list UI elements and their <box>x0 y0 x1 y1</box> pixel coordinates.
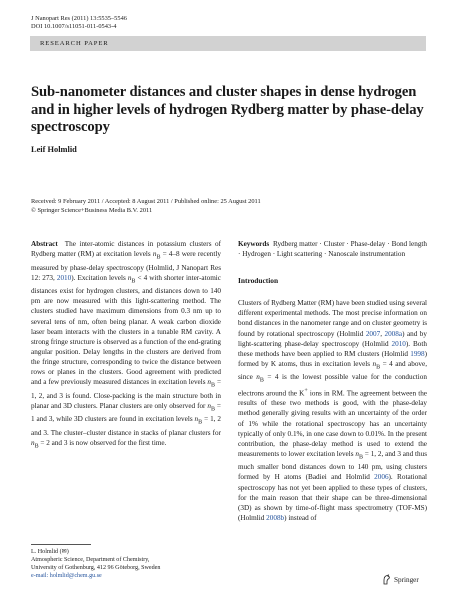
intro-text: ). Rotational spectroscopy has not yet been applied to these types of clusters, for the main reason that their shape can be three-dimensional (3D) as shown by time-of-flight mass spectrometry (TOF-MS) (Holmlid <box>238 473 428 522</box>
abstract-text: = 1 and 3, while 3D clusters are found in excitation levels <box>31 401 221 424</box>
publisher-name: Springer <box>394 575 419 584</box>
section-label-bar <box>30 36 426 51</box>
abstract-text: = 1, 2, and 3 is found. Close-packing is the main structure both in planar and 3D clusters. Planar clusters are only observed for <box>31 378 221 410</box>
introduction-heading: Introduction <box>238 276 279 286</box>
nb-subscript: B <box>210 406 215 413</box>
intro-text: ions in RM. The agreement between the results of these two methods is good, with the phase-delay method generally giving results with an uncertainty of the order of 1% while the rotational spectroscopy has an uncertainty typically of only 0.1%, in one case down to 0.01%. In the present contribution, the phase-delay method is used to extend the measurements to lower excitation levels <box>238 389 428 458</box>
nb-symbol: n <box>355 449 359 458</box>
journal-line: J Nanopart Res (2011) 13:5535–5546 <box>31 15 127 22</box>
abstract-heading: Abstract <box>31 240 58 248</box>
nb-subscript: B <box>211 382 216 389</box>
superscript-plus: + <box>304 387 308 394</box>
nb-symbol: n <box>152 250 157 259</box>
intro-text: ) and by light-scattering phase-delay spectroscopy (Holmlid <box>238 329 427 348</box>
citation-link[interactable]: 2006 <box>374 473 389 482</box>
nb-subscript: B <box>156 254 161 261</box>
nb-symbol: n <box>194 415 199 424</box>
nb-subscript: B <box>358 454 363 461</box>
article-dates <box>31 198 426 215</box>
right-column <box>238 239 427 523</box>
intro-text: = 4 and above, since <box>238 359 427 382</box>
abstract-text: The inter-atomic distances in potassium clusters of Rydberg matter (RM) at excitation levels <box>31 240 221 259</box>
abstract-text: ). Excitation levels <box>71 273 128 282</box>
article-title: Sub-nanometer distances and cluster shapes in dense hydrogen and in higher levels of hydrogen Rydberg matter by phase-delay spectroscopy <box>31 84 424 135</box>
nb-symbol: n <box>207 378 212 387</box>
abstract-text: = 4–8 were recently measured by phase-delay spectroscopy (Holmlid, J Nanopart Res 12: 273, <box>31 250 221 282</box>
nb-subscript: B <box>259 377 264 384</box>
journal-reference <box>31 15 127 32</box>
intro-text: = 1, 2, and 3 and thus much smaller bond distances down to 140 pm, using clusters formed by H atoms (Badiei and Holmlid <box>238 449 427 482</box>
author-name: Leif Holmlid <box>31 145 77 154</box>
keywords-heading: Keywords <box>238 240 270 248</box>
intro-text: Clusters of Rydberg Matter (RM) have been studied using several different experimental methods. The most precise information on bond distances in the nanometer range and on cluster geometry is found by rotational spectroscopy (Holmlid <box>238 299 428 338</box>
dates-line: Received: 9 February 2011 / Accepted: 8 August 2011 / Published online: 25 August 2011 <box>31 198 261 205</box>
intro-text: ). Both these methods have been applied to RM clusters (Holmlid <box>238 339 427 358</box>
email-link[interactable]: e-mail: holmlid@chem.gu.se <box>31 572 102 579</box>
nb-symbol: n <box>207 401 211 410</box>
copyright-line: © Springer Science+Business Media B.V. 2011 <box>31 206 153 214</box>
springer-horse-icon <box>382 574 391 585</box>
citation-link[interactable]: 1998 <box>410 349 425 358</box>
footnote-divider <box>31 544 91 545</box>
doi-line: DOI 10.1007/s11051-011-0543-4 <box>31 23 117 31</box>
abstract-text: = 2 and 3 is now observed for the first time. <box>38 438 167 447</box>
nb-symbol: n <box>372 359 377 368</box>
nb-subscript: B <box>131 278 136 285</box>
affiliation-dept: Atmospheric Science, Department of Chemistry, <box>31 556 150 563</box>
citation-link[interactable]: 2008a <box>384 329 403 338</box>
keywords <box>238 239 427 259</box>
nb-symbol: n <box>256 373 260 382</box>
intro-text: ) instead of <box>284 513 317 522</box>
nb-symbol: n <box>31 438 35 447</box>
keywords-text: Rydberg matter · Cluster · Phase-delay · Bond length · Hydrogen · Light scattering · Nanoscale instrumentation <box>238 240 428 259</box>
citation-link[interactable]: 2010 <box>56 273 72 282</box>
citation-link[interactable]: 2007 <box>365 329 381 338</box>
abstract <box>31 239 221 451</box>
author-affiliation <box>31 549 160 581</box>
nb-subscript: B <box>376 364 381 371</box>
nb-subscript: B <box>198 419 203 426</box>
introduction-text: Clusters of Rydberg Matter (RM) have been studied using several different experimental methods. The most precise information on bond distances in the nanometer range and on cluster geometry is found by rotational spectroscopy (Holmlid 2007, 2008a) and by light-scattering phase-delay spectroscopy (Holmlid 2010). Both these methods have been applied to RM clusters (Holmlid 1998) formed by K atoms, thus in excitation levels $n_B = 4$ and above, since $n_B = 4$ is the lowest possible value for the conduction electrons around the K+ ions in RM. The agreement between the results of these two methods is good, with the phase-delay method generally giving results with an uncertainty of the order of 1% while the rotational spectroscopy has an uncertainty typically of only 0.1%, in one case down to 0.01%. In the present contribution, the phase-delay method is used to extend the measurements to lower excitation levels $n_B = 1$, 2, and 3 and thus much smaller bond distances down to 140 pm, using clusters formed by H atoms (Badiei and Holmlid 2006). Rotational spectroscopy has not yet been applied to these types of clusters, for the main reason that their shape can be three-dimensional (3D) as shown by time-of-flight mass spectrometry (TOF-MS) (Holmlid 2008b) instead of <box>238 299 428 522</box>
abstract-text: = 1, 2 and 3. The cluster–cluster distance in stacks of planar clusters for <box>31 415 221 437</box>
intro-text: ) formed by K atoms, thus in excitation levels <box>238 349 427 368</box>
citation-link[interactable]: 2010 <box>391 339 406 348</box>
affiliation-univ: University of Gothenburg, 412 96 Göteborg, Sweden <box>31 564 161 571</box>
affiliation-name: L. Holmlid (✉) <box>31 549 69 555</box>
abstract-text: < 4 with shorter inter-atomic distances exist for hydrogen clusters, and distances down to 140 pm are now measured with this light-scattering method. The clusters studied have maximum dimensions from 0.3 nm up to several tens of nm, often being planar. A weak carbon dioxide laser beam interacts with the clusters in a tunable RM cavity. A strong fringe structure is observed as a function of the end-grating angular position. Delay lengths in the clusters are derived from the fringe structure, corresponding to twice the distance between rows or planes in the clusters. Good agreement with predicted and a few previously measured distances in excitation levels <box>31 273 222 387</box>
nb-symbol: n <box>127 273 132 282</box>
nb-subscript: B <box>34 443 39 450</box>
publisher-logo <box>382 574 419 585</box>
intro-text: = 4 is the lowest possible value for the conduction electrons around the K <box>238 373 427 398</box>
citation-link[interactable]: 2008b <box>266 513 285 522</box>
section-label: RESEARCH PAPER <box>40 40 109 47</box>
